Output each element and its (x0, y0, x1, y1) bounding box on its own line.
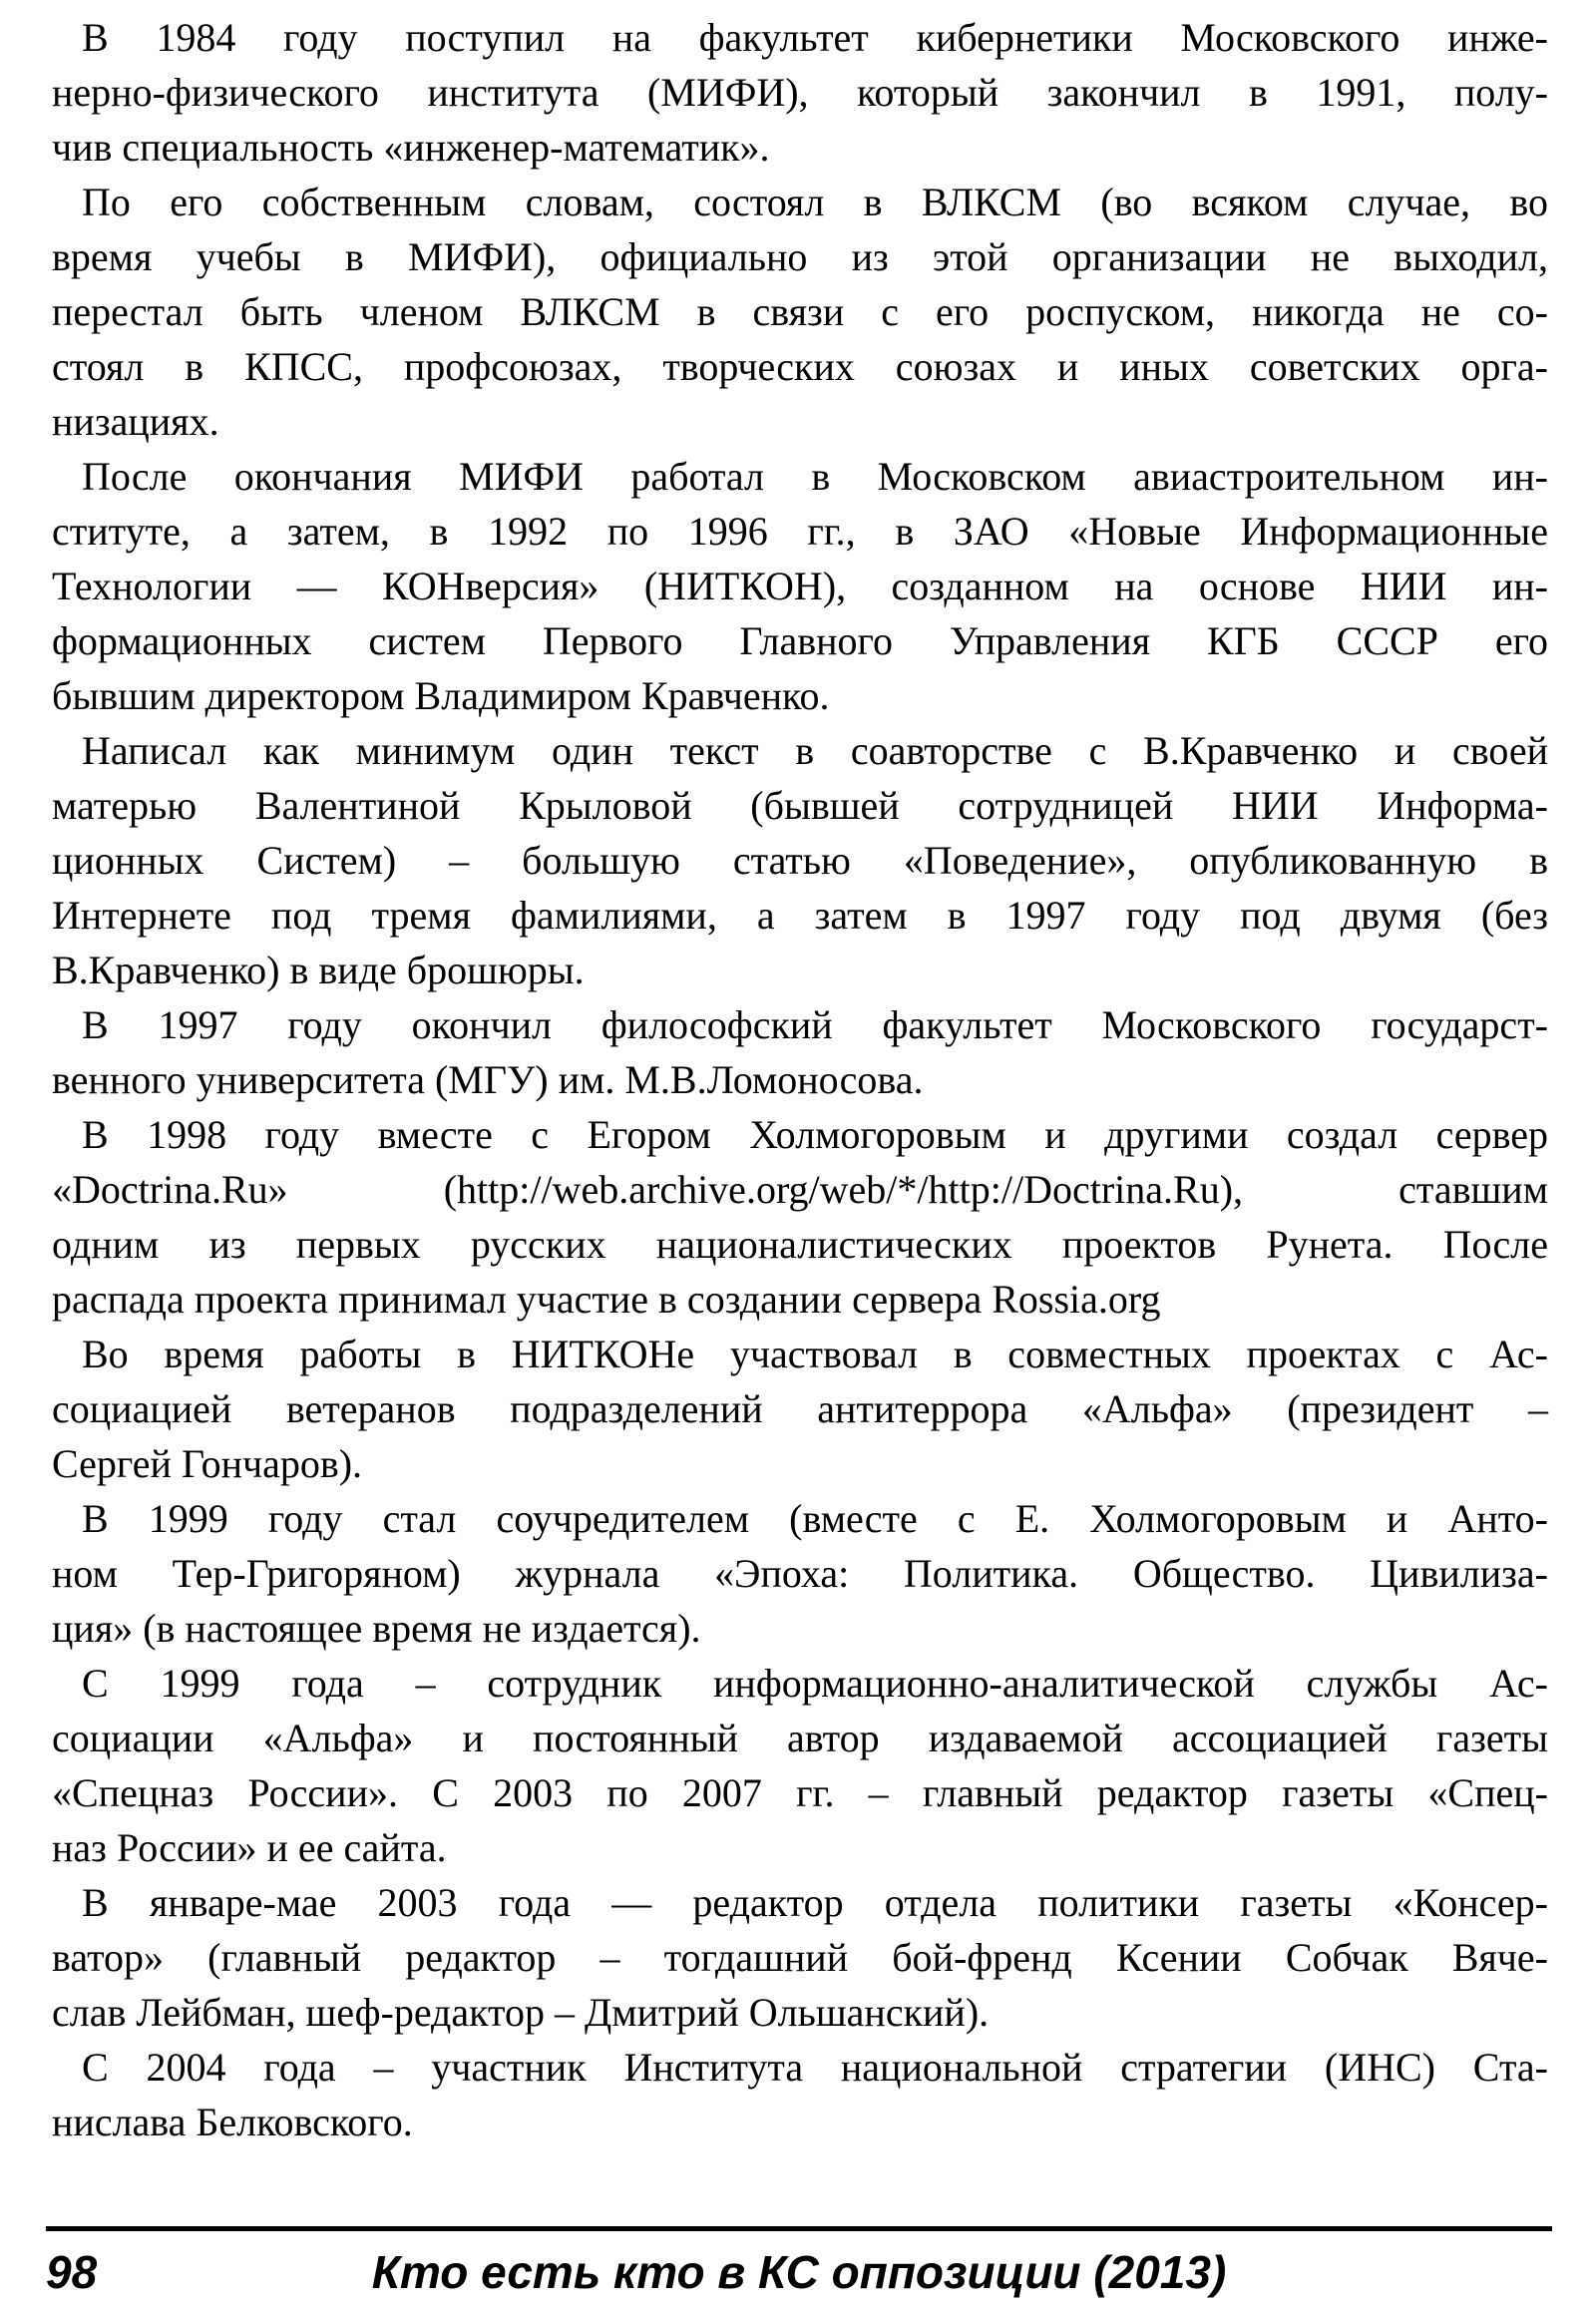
text-line: слав Лейбман, шеф-редактор – Дмитрий Ольшанский). (52, 1990, 990, 2035)
paragraph (52, 1107, 1548, 1327)
paragraph (52, 1491, 1548, 1656)
paragraph (52, 1875, 1548, 2040)
text-line: В.Кравченко) в виде брошюры. (52, 948, 585, 992)
paragraph (52, 175, 1548, 449)
text-line: Технологии — КОНверсия» (НИТКОН), созданном на основе НИИ ин- (52, 564, 1548, 608)
footer-rule (46, 2226, 1552, 2231)
text-line: ном Тер-Григоряном) журнала «Эпоха: Политика. Общество. Цивилиза- (52, 1551, 1548, 1596)
text-line: По его собственным словам, состоял в ВЛКСМ (во всяком случае, во (82, 180, 1548, 224)
running-title: Кто есть кто в КС оппозиции (2013) (371, 2246, 1227, 2298)
text-line: одним из первых русских националистических проектов Рунета. После (52, 1222, 1548, 1267)
text-line: С 2004 года – участник Института национальной стратегии (ИНС) Ста- (82, 2045, 1548, 2090)
text-line: нислава Белковского. (52, 2100, 413, 2144)
text-line: Сергей Гончаров). (52, 1441, 363, 1486)
text-line: низациях. (52, 399, 219, 444)
text-line: «Спецназ России». С 2003 по 2007 гг. – главный редактор газеты «Спец- (52, 1770, 1548, 1815)
text-line: стоял в КПСС, профсоюзах, творческих союзах и иных советских орга- (52, 344, 1548, 389)
text-line: наз России» и ее сайта. (52, 1825, 447, 1870)
page-number: 98 (46, 2246, 98, 2298)
text-line: «Doctrina.Ru» (http://web.archive.org/web/*/http://Doctrina.Ru), ставшим (52, 1167, 1548, 1212)
paragraph (52, 1656, 1548, 1875)
text-line: Интернете под тремя фамилиями, а затем в 1997 году под двумя (без (52, 893, 1548, 938)
paragraph (52, 997, 1548, 1107)
text-line: социацией ветеранов подразделений антитеррора «Альфа» (президент – (52, 1386, 1548, 1431)
text-line: венного университета (МГУ) им. М.В.Ломоносова. (52, 1057, 924, 1102)
body-text (52, 10, 1548, 2149)
paragraph (52, 449, 1548, 723)
text-line: социации «Альфа» и постоянный автор издаваемой ассоциацией газеты (52, 1716, 1548, 1760)
text-line: В 1997 году окончил философский факультет Московского государст- (82, 1002, 1548, 1047)
text-line: время учебы в МИФИ), официально из этой организации не выходил, (52, 234, 1548, 279)
text-line: нерно-физического института (МИФИ), который закончил в 1991, полу- (52, 70, 1548, 115)
text-line: В 1984 году поступил на факультет кибернетики Московского инже- (82, 15, 1548, 60)
text-line: формационных систем Первого Главного Управления КГБ СССР его (52, 618, 1548, 663)
text-line: распада проекта принимал участие в создании сервера Rossia.org (52, 1277, 1161, 1322)
text-line: В 1999 году стал соучредителем (вместе с Е. Холмогоровым и Анто- (82, 1496, 1548, 1541)
footer-row (46, 2244, 1552, 2300)
paragraph (52, 1327, 1548, 1491)
text-line: ция» (в настоящее время не издается). (52, 1606, 701, 1651)
text-line: ватор» (главный редактор – тогдашний бой-френд Ксении Собчак Вяче- (52, 1935, 1548, 1980)
text-line: ционных Систем) – большую статью «Поведение», опубликованную в (52, 838, 1548, 883)
text-line: С 1999 года – сотрудник информационно-аналитической службы Ас- (82, 1661, 1548, 1706)
text-line: Написал как минимум один текст в соавторстве с В.Кравченко и своей (82, 728, 1548, 773)
paragraph (52, 723, 1548, 997)
text-line: матерью Валентиной Крыловой (бывшей сотрудницей НИИ Информа- (52, 783, 1548, 828)
paragraph (52, 2040, 1548, 2149)
text-line: Во время работы в НИТКОНе участвовал в совместных проектах с Ас- (82, 1332, 1548, 1376)
text-line: ституте, а затем, в 1992 по 1996 гг., в ЗАО «Новые Информационные (52, 509, 1548, 554)
text-line: перестал быть членом ВЛКСМ в связи с его роспуском, никогда не со- (52, 289, 1548, 334)
paragraph (52, 10, 1548, 175)
text-line: бывшим директором Владимиром Кравченко. (52, 673, 830, 718)
text-line: После окончания МИФИ работал в Московском авиастроительном ин- (82, 454, 1548, 499)
text-line: В 1998 году вместе с Егором Холмогоровым и другими создал сервер (82, 1112, 1548, 1157)
text-line: чив специальность «инженер-математик». (52, 125, 770, 170)
text-line: В январе-мае 2003 года — редактор отдела политики газеты «Консер- (82, 1880, 1548, 1925)
